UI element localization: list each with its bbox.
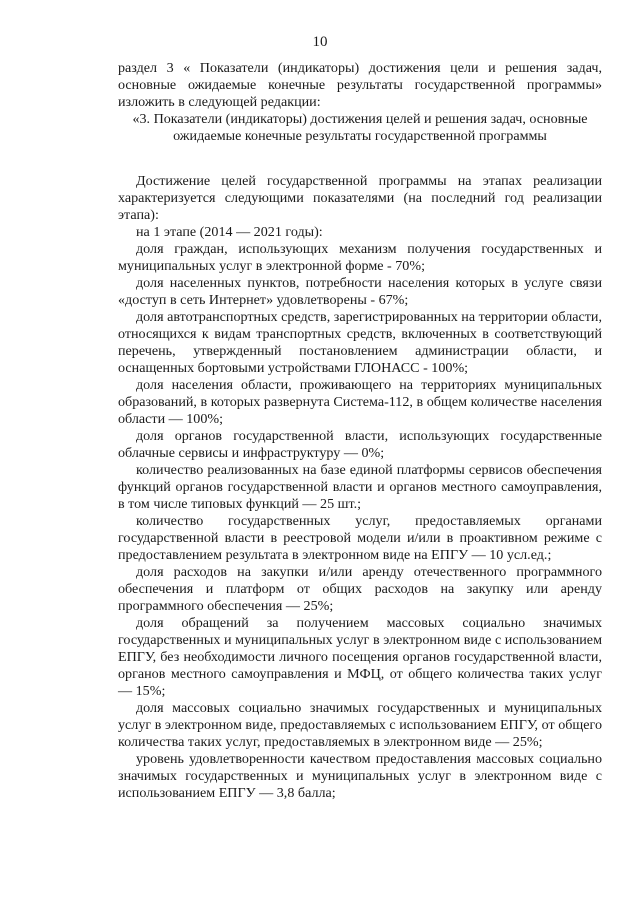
paragraph-3: доля населенных пунктов, потребности населения которых в услуге связи «доступ в сеть Интернет» удовлетворены - 67%; <box>118 275 602 308</box>
paragraph-1: на 1 этапе (2014 — 2021 годы): <box>136 224 323 240</box>
paragraph-11: доля массовых социально значимых государственных и муниципальных услуг в электронном виде, предоставляемых с использованием ЕПГУ, от общего количества таких услуг, предоставляемых в электронном виде — 25%; <box>118 700 602 750</box>
intro-paragraph: раздел 3 « Показатели (индикаторы) достижения цели и решения задач, основные ожидаемые конечные результаты государственной программы» изложить в следующей редакции: <box>118 60 602 110</box>
paragraph-7: количество реализованных на базе единой платформы сервисов обеспечения функций органов государственной власти и органов местного самоуправления, в том числе типовых функций — 25 шт.; <box>118 462 602 512</box>
paragraph-8: количество государственных услуг, предоставляемых органами государственной власти в реестровой модели и/или в проактивном режиме с предоставлением результата в электронном виде на ЕПГУ — 10 усл.ед.; <box>118 513 602 563</box>
document-body <box>118 60 602 802</box>
paragraph-9: доля расходов на закупки и/или аренду отечественного программного обеспечения и платформ от общих расходов на закупку или аренду программного обеспечения — 25%; <box>118 564 602 614</box>
paragraph-6: доля органов государственной власти, использующих государственные облачные сервисы и инфраструктуру — 0%; <box>118 428 602 461</box>
section-title: «3. Показатели (индикаторы) достижения целей и решения задач, основные ожидаемые конечные результаты государственной программы <box>132 111 588 144</box>
paragraph-12: уровень удовлетворенности качеством предоставления массовых социально значимых государственных и муниципальных услуг в электронном виде с использованием ЕПГУ — 3,8 балла; <box>118 751 602 801</box>
paragraph-5: доля населения области, проживающего на территориях муниципальных образований, в которых развернута Система-112, в общем количестве населения области — 100%; <box>118 377 602 427</box>
page-number: 10 <box>312 34 328 50</box>
paragraph-4: доля автотранспортных средств, зарегистрированных на территории области, относящихся к видам транспортных средств, включенных в соответствующий перечень, утвержденный постановлением администрации области, и оснащенных бортовыми устройствами ГЛОНАСС - 100%; <box>118 309 602 376</box>
paragraph-2: доля граждан, использующих механизм получения государственных и муниципальных услуг в электронной форме - 70%; <box>118 241 602 274</box>
paragraph-10: доля обращений за получением массовых социально значимых государственных и муниципальных услуг в электронном виде с использованием ЕПГУ, без необходимости личного посещения органов государственной власти, органов местного самоуправления и МФЦ, от общего количества таких услуг — 15%; <box>118 615 602 699</box>
paragraph-0: Достижение целей государственной программы на этапах реализации характеризуется следующими показателями (на последний год реализации этапа): <box>118 173 602 223</box>
